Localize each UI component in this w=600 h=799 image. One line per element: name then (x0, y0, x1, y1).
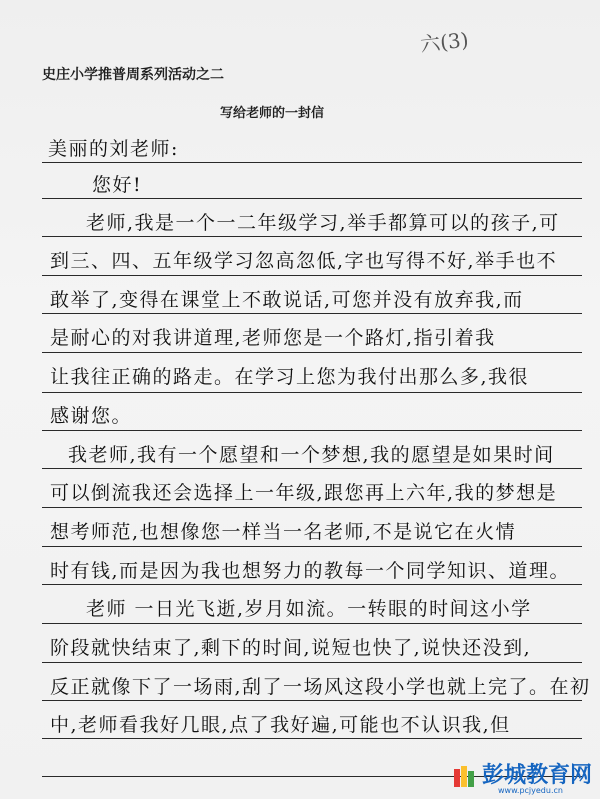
watermark-url: www.pcjyedu.cn (498, 786, 563, 795)
ruled-line (42, 162, 582, 163)
letter-line: 让我往正确的路走。在学习上您为我付出那么多,我很 (50, 366, 530, 388)
letter-line: 老师 一日光飞逝,岁月如流。一转眼的时间这小学 (86, 598, 532, 620)
salutation: 美丽的刘老师: (48, 138, 179, 160)
letter-line: 我老师,我有一个愿望和一个梦想,我的愿望是如果时间 (68, 444, 555, 466)
ruled-line (42, 275, 582, 276)
letter-title: 写给老师的一封信 (220, 106, 325, 121)
letter-line: 老师,我是一个一二年级学习,举手都算可以的孩子,可 (86, 212, 560, 234)
ruled-line (42, 700, 582, 701)
ruled-line (42, 198, 582, 199)
letter-line: 反正就像下了一场雨,刮了一场风这段小学也就上完了。在初 (50, 676, 591, 698)
ruled-line (42, 546, 582, 547)
books-logo-icon (452, 763, 478, 789)
ruled-line (42, 236, 582, 237)
ruled-line (42, 507, 582, 508)
watermark-name: 彭城教育网 (482, 763, 593, 788)
ruled-line (42, 352, 582, 353)
class-note: 六(3) (419, 27, 470, 57)
ruled-line (42, 662, 582, 663)
activity-header: 史庄小学推普周系列活动之二 (42, 67, 224, 83)
ruled-line (42, 738, 582, 739)
letter-line: 阶段就快结束了,剩下的时间,说短也快了,说快还没到, (50, 637, 532, 659)
letter-line: 中,老师看我好几眼,点了我好遍,可能也不认识我,但 (50, 714, 511, 736)
letter-line: 是耐心的对我讲道理,老师您是一个路灯,指引着我 (50, 327, 496, 349)
ruled-line (42, 468, 582, 469)
ruled-line (42, 392, 582, 393)
letter-line: 敢举了,变得在课堂上不敢说话,可您并没有放弃我,而 (50, 289, 524, 311)
letter-line: 您好! (92, 174, 143, 196)
letter-line: 可以倒流我还会选择上一年级,跟您再上六年,我的梦想是 (50, 482, 558, 504)
letter-line: 到三、四、五年级学习忽高忽低,字也写得不好,举手也不 (50, 250, 558, 272)
ruled-line (42, 623, 582, 624)
letter-line: 想考师范,也想像您一样当一名老师,不是说它在火情 (50, 521, 517, 543)
ruled-line (42, 430, 582, 431)
ruled-line (42, 313, 582, 314)
letter-line: 时有钱,而是因为我也想努力的教每一个同学知识、道理。 (50, 560, 571, 582)
ruled-line (42, 584, 582, 585)
letter-line: 感谢您。 (50, 405, 133, 427)
